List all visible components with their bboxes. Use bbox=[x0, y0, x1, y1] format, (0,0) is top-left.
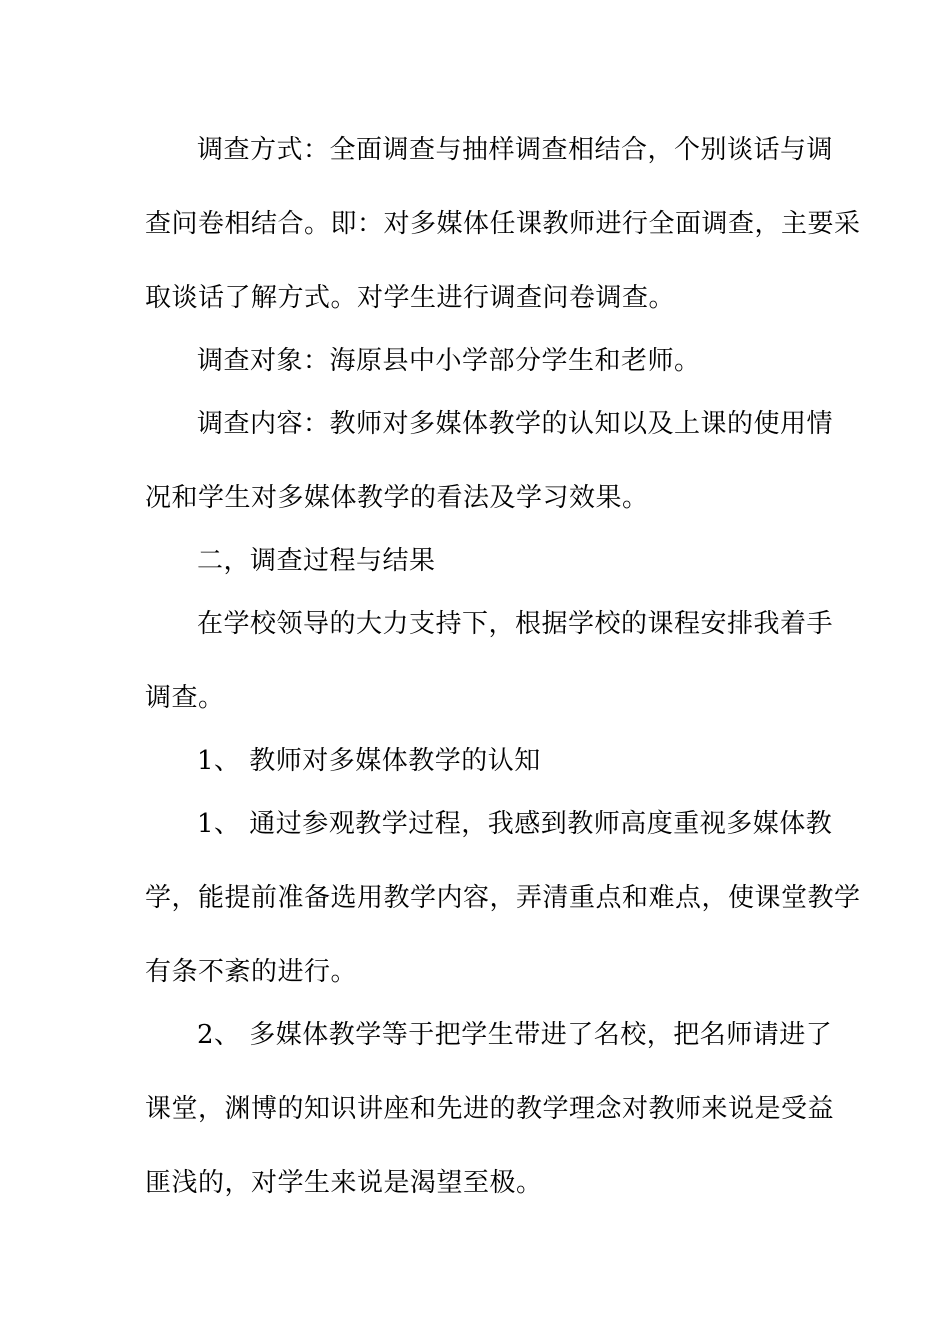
item-1-line-3: 有条不紊的进行。 bbox=[145, 957, 358, 987]
item-2-line-3: 匪浅的，对学生来说是渴望至极。 bbox=[145, 1168, 543, 1198]
survey-method-line-1: 调查方式：全面调查与抽样调查相结合，个别谈话与调 bbox=[197, 135, 834, 165]
section-heading: 二，调查过程与结果 bbox=[197, 546, 436, 576]
survey-method-line-2: 查问卷相结合。即：对多媒体任课教师进行全面调查，主要采 bbox=[145, 209, 861, 239]
item-2-line-2: 课堂，渊博的知识讲座和先进的教学理念对教师来说是受益 bbox=[145, 1094, 835, 1124]
item-1-line-1: 1、 通过参观教学过程，我感到教师高度重视多媒体教 bbox=[197, 809, 833, 839]
item-2-line-1: 2、 多媒体教学等于把学生带进了名校，把名师请进了 bbox=[197, 1020, 833, 1050]
survey-content-line-1: 调查内容：教师对多媒体教学的认知以及上课的使用情 bbox=[197, 409, 834, 439]
survey-content-line-2: 况和学生对多媒体教学的看法及学习效果。 bbox=[145, 483, 649, 513]
item-1-line-2: 学，能提前准备选用教学内容，弄清重点和难点，使课堂教学 bbox=[145, 883, 861, 913]
survey-method-line-3: 取谈话了解方式。对学生进行调查问卷调查。 bbox=[145, 283, 676, 313]
process-line-2: 调查。 bbox=[145, 683, 225, 713]
process-line-1: 在学校领导的大力支持下，根据学校的课程安排我着手 bbox=[197, 609, 834, 639]
survey-subjects-line: 调查对象：海原县中小学部分学生和老师。 bbox=[197, 346, 701, 376]
subheading-1: 1、 教师对多媒体教学的认知 bbox=[197, 746, 541, 776]
